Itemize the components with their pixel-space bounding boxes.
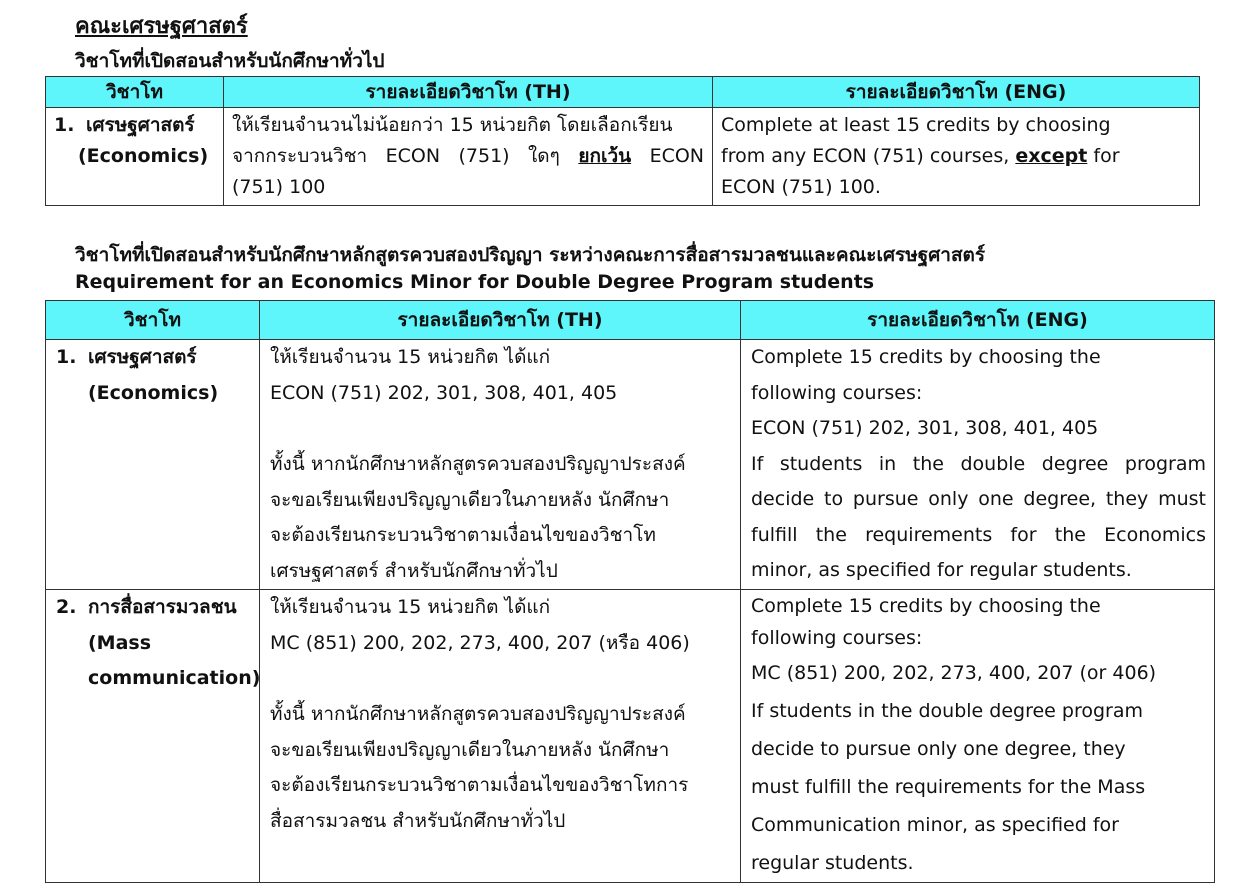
- subject-cell: [46, 340, 260, 590]
- section2-title-en: Requirement for an Economics Minor for Double Degree Program students: [75, 271, 875, 293]
- detail-th-line: ทั้งนี้ หากนักศึกษาหลักสูตรควบสองปริญญาประสงค์: [270, 453, 686, 475]
- header-detail-eng: รายละเอียดวิชาโท (ENG): [713, 77, 1200, 108]
- detail-eng-line: If students in the double degree program: [751, 700, 1144, 722]
- subject-line: (Economics): [88, 381, 219, 404]
- subject-line: การสื่อสารมวลชน: [88, 596, 237, 618]
- table-header-row: [46, 301, 1215, 340]
- except-keyword-th: ยกเว้น: [578, 145, 632, 167]
- detail-eng-line: MC (851) 200, 202, 273, 400, 207 (or 406): [751, 662, 1157, 684]
- detail-eng-text: for: [1093, 145, 1120, 167]
- general-minor-table: [45, 76, 1200, 206]
- detail-eng-line: fulfill the requirements for the Economics: [751, 523, 1206, 546]
- detail-eng-line: Complete at least 15 credits by choosing: [721, 114, 1111, 136]
- detail-th-line: [232, 141, 704, 172]
- detail-th-line: ทั้งนี้ หากนักศึกษาหลักสูตรควบสองปริญญาประสงค์: [270, 703, 686, 725]
- subject-line: (Mass: [88, 631, 152, 654]
- detail-eng-cell: [741, 340, 1215, 590]
- detail-eng-line: decide to pursue only one degree, they: [751, 738, 1126, 760]
- section1-title: วิชาโทที่เปิดสอนสำหรับนักศึกษาทั่วไป: [75, 50, 385, 72]
- detail-th-cell: [260, 590, 741, 883]
- header-detail-eng: รายละเอียดวิชาโท (ENG): [741, 301, 1215, 340]
- detail-eng-line: minor, as specified for regular students.: [751, 559, 1132, 581]
- detail-eng-line: following courses:: [751, 381, 923, 404]
- detail-th-line: จะขอเรียนเพียงปริญญาเดียวในภายหลัง นักศึกษา: [270, 488, 670, 511]
- double-degree-minor-table: [45, 300, 1215, 883]
- detail-eng-cell: [713, 108, 1200, 206]
- detail-eng-line: decide to pursue only one degree, they must: [751, 488, 1206, 510]
- subject-name-th: เศรษฐศาสตร์: [86, 114, 195, 136]
- detail-eng-line: ECON (751) 100.: [721, 176, 881, 198]
- detail-eng-text: from any ECON (751) courses,: [721, 145, 1010, 167]
- table-header-row: [46, 77, 1200, 108]
- detail-th-line: ให้เรียนจำนวน 15 หน่วยกิต ได้แก่: [270, 596, 551, 618]
- detail-eng-line: ECON (751) 202, 301, 308, 401, 405: [751, 417, 1099, 439]
- detail-th-cell: [260, 340, 741, 590]
- detail-th-line: ให้เรียนจำนวน 15 หน่วยกิต ได้แก่: [270, 346, 551, 368]
- table-row: [46, 340, 1215, 590]
- detail-th-line: (751) 100: [232, 176, 326, 198]
- detail-th-line: MC (851) 200, 202, 273, 400, 207 (หรือ 406): [270, 631, 690, 654]
- faculty-title: คณะเศรษฐศาสตร์: [75, 14, 248, 39]
- detail-eng-line: If students in the double degree program: [751, 452, 1206, 475]
- section2-title-th: วิชาโทที่เปิดสอนสำหรับนักศึกษาหลักสูตรควบสองปริญญา ระหว่างคณะการสื่อสารมวลชนและคณะเศรษฐศาสตร์: [75, 244, 986, 266]
- detail-th-line: ECON (751) 202, 301, 308, 401, 405: [270, 381, 618, 404]
- detail-eng-line: [721, 141, 1191, 172]
- detail-eng-line: following courses:: [751, 627, 923, 649]
- detail-th-text: ECON: [649, 145, 705, 167]
- subject-line: communication): [88, 667, 261, 689]
- subject-name-en: (Economics): [78, 145, 209, 167]
- subject-line: เศรษฐศาสตร์: [88, 346, 197, 368]
- detail-eng-line: Complete 15 credits by choosing the: [751, 346, 1101, 368]
- subject-cell: [46, 108, 224, 206]
- header-subject: วิชาโท: [46, 77, 224, 108]
- detail-eng-line: regular students.: [751, 852, 914, 874]
- detail-th-cell: [224, 108, 713, 206]
- row-number: 1.: [54, 114, 75, 136]
- detail-th-line: จะต้องเรียนกระบวนวิชาตามเงื่อนไขของวิชาโท: [270, 524, 656, 546]
- detail-eng-line: Complete 15 credits by choosing the: [751, 595, 1101, 617]
- detail-eng-line: Communication minor, as specified for: [751, 814, 1119, 836]
- except-keyword-en: except: [1015, 145, 1088, 167]
- detail-th-line: จะขอเรียนเพียงปริญญาเดียวในภายหลัง นักศึกษา: [270, 738, 670, 761]
- header-detail-th: รายละเอียดวิชาโท (TH): [260, 301, 741, 340]
- detail-eng-cell: [741, 590, 1215, 883]
- detail-th-line: เศรษฐศาสตร์ สำหรับนักศึกษาทั่วไป: [270, 559, 558, 582]
- header-detail-th: รายละเอียดวิชาโท (TH): [224, 77, 713, 108]
- row-number: 2.: [56, 596, 77, 618]
- detail-th-line: ให้เรียนจำนวนไม่น้อยกว่า 15 หน่วยกิต โดยเลือกเรียน: [232, 114, 673, 136]
- detail-th-text: จากกระบวนวิชา ECON (751) ใดๆ: [232, 145, 560, 167]
- detail-eng-line: must fulfill the requirements for the Mass: [751, 776, 1146, 798]
- detail-th-line: จะต้องเรียนกระบวนวิชาตามเงื่อนไขของวิชาโทการ: [270, 774, 689, 796]
- row-number: 1.: [56, 346, 77, 368]
- detail-th-line: สื่อสารมวลชน สำหรับนักศึกษาทั่วไป: [270, 809, 566, 832]
- table-row: [46, 590, 1215, 883]
- table-row: [46, 108, 1200, 206]
- subject-cell: [46, 590, 260, 883]
- header-subject: วิชาโท: [46, 301, 260, 340]
